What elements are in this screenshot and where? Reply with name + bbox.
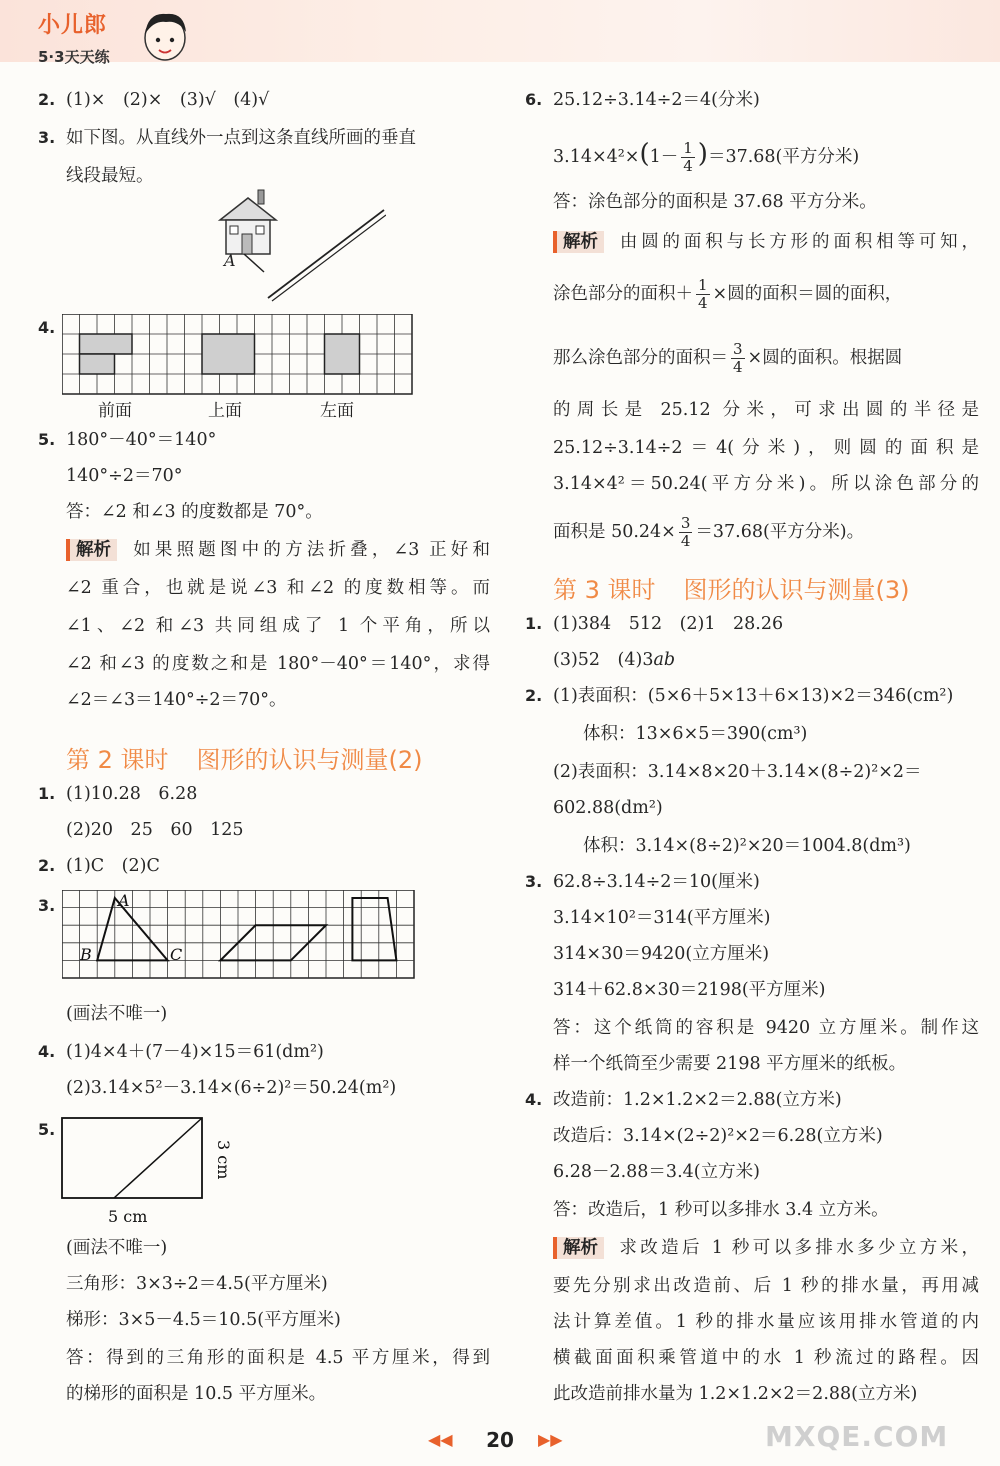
- s2q5-line2: 梯形：3×5－4.5＝10.5(平方厘米): [66, 1310, 341, 1330]
- s3q1-line2: (3)52 (4)3ab: [553, 650, 676, 670]
- label-b: B: [80, 945, 92, 964]
- question-6: 6. 25.12÷3.14÷2＝4(分米): [525, 90, 760, 110]
- q5-answer: 答：∠2 和∠3 的度数都是 70°。: [66, 502, 323, 522]
- rectangle-diagram: [58, 1114, 258, 1228]
- s2-question-3: 3.: [38, 896, 56, 915]
- s3q4-analysis-1: 解析 求改造后 1 秒可以多排水多少立方米，: [553, 1236, 979, 1260]
- q5-analysis-5: ∠2＝∠3＝140°÷2＝70°。: [66, 690, 287, 710]
- s3q4-answer: 答：改造后，1 秒可以多排水 3.4 立方米。: [553, 1200, 889, 1220]
- s2q5-note: (画法不唯一): [66, 1238, 168, 1258]
- s2-question-2: 2. (1)C (2)C: [38, 856, 160, 876]
- brand-name: 小儿郎: [38, 13, 108, 38]
- q5-analysis-4: ∠2 和∠3 的度数之和是 180°－40°＝140°，求得: [66, 654, 490, 674]
- s3q4-analysis-2: 要先分别求出改造前、后 1 秒的排水量，再用减: [553, 1276, 979, 1296]
- s2-question-1: 1. (1)10.28 6.28: [38, 784, 198, 804]
- left-view-shape: [325, 334, 360, 374]
- question-2: 2. (1)× (2)× (3)√ (4)√: [38, 90, 270, 110]
- s3q4-analysis-3: 法计算差值。1 秒的排水量应该用排水管道的内: [553, 1312, 979, 1332]
- s3q2-area-2: (2)表面积：3.14×8×20＋3.14×(8÷2)²×2＝: [553, 762, 922, 782]
- s3q4-line2: 改造后：3.14×(2÷2)²×2＝6.28(立方米): [553, 1126, 883, 1146]
- question-3-line2: 线段最短。: [66, 166, 154, 186]
- top-view-shape: [202, 334, 255, 374]
- q6-analysis-1: 解析 由圆的面积与长方形的面积相等可知，: [553, 230, 979, 254]
- house-icon: [220, 190, 276, 254]
- s3q3-line4: 314＋62.8×30＝2198(平方厘米): [553, 980, 826, 1000]
- q6-answer: 答：涂色部分的面积是 37.68 平方分米。: [553, 192, 877, 212]
- s3q4-analysis-5: 此改造前排水量为 1.2×1.2×2＝2.88(立方米): [553, 1384, 918, 1404]
- question-3: 3. 如下图。从直线外一点到这条直线所画的垂直: [38, 128, 416, 148]
- s3q3-answer-1: 答：这个纸筒的容积是 9420 立方厘米。制作这: [553, 1018, 979, 1038]
- prev-page-icon[interactable]: ◀◀: [428, 1430, 453, 1449]
- question-4: 4.: [38, 318, 56, 337]
- q6-analysis-7: 面积是 50.24× $\frac{3}{4}$ ＝37.68(平方分米)。: [553, 514, 865, 550]
- q6-analysis-6: 3.14×4²＝50.24(平方分米)。所以涂色部分的: [553, 474, 979, 494]
- section-3-title: 第 3 课时 图形的认识与测量(3): [553, 576, 910, 604]
- s3q3-line2: 3.14×10²＝314(平方厘米): [553, 908, 771, 928]
- section-2-title: 第 2 课时 图形的认识与测量(2): [66, 746, 423, 774]
- height-label: 3 cm: [214, 1140, 233, 1180]
- q6-analysis-4: 的周长是 25.12 分米，可求出圆的半径是: [553, 400, 979, 420]
- view-label-front: 前面: [98, 401, 132, 421]
- q6-analysis-2: 涂色部分的面积＋ $\frac{1}{4}$ ×圆的面积＝圆的面积，: [553, 276, 903, 312]
- s3q2-volume-1: 体积：13×6×5＝390(cm³): [583, 724, 808, 744]
- analysis-tag: 解析: [66, 539, 117, 561]
- s2q3-note: (画法不唯一): [66, 1004, 168, 1024]
- q6-formula: 3.14×4²×(1－ $\frac{1}{4}$ )＝37.68(平方分米): [553, 139, 860, 175]
- s2-question-4: 4. (1)4×4＋(7－4)×15＝61(dm²): [38, 1042, 324, 1062]
- q5-analysis-1: 解析 如果照题图中的方法折叠，∠3 正好和: [66, 538, 490, 562]
- s3-question-3: 3. 62.8÷3.14÷2＝10(厘米): [525, 872, 760, 892]
- analysis-tag: 解析: [553, 231, 604, 253]
- s2q5-line1: 三角形：3×3÷2＝4.5(平方厘米): [66, 1274, 328, 1294]
- three-views-grid: [62, 314, 414, 424]
- s3q4-analysis-4: 横截面面积乘管道中的水 1 秒流过的路程。因: [553, 1348, 979, 1368]
- s2q4-line2: (2)3.14×5²－3.14×(6÷2)²＝50.24(m²): [66, 1078, 397, 1098]
- front-view-shape: [80, 334, 133, 374]
- analysis-tag: 解析: [553, 1237, 604, 1259]
- brand-subtitle: 5·3天天练: [38, 48, 110, 66]
- page-number: 20: [486, 1428, 514, 1452]
- s2q1-line2: (2)20 25 60 125: [66, 820, 244, 840]
- view-label-left: 左面: [320, 401, 354, 421]
- mascot-icon: [134, 6, 196, 64]
- shapes-grid: [62, 890, 416, 982]
- house-perpendicular-diagram: [206, 180, 386, 302]
- label-a: A: [118, 891, 130, 910]
- s3q3-line3: 314×30＝9420(立方厘米): [553, 944, 770, 964]
- width-label: 5 cm: [108, 1207, 148, 1226]
- q5-analysis-3: ∠1、∠2 和∠3 共同组成了 1 个平角，所以: [66, 616, 490, 636]
- q6-analysis-3: 那么涂色部分的面积＝ $\frac{3}{4}$ ×圆的面积。根据圆: [553, 340, 903, 376]
- s3-question-4: 4. 改造前：1.2×1.2×2＝2.88(立方米): [525, 1090, 842, 1110]
- s2q5-answer-2: 的梯形的面积是 10.5 平方厘米。: [66, 1384, 327, 1404]
- q6-analysis-5: 25.12÷3.14÷2＝4(分米)，则圆的面积是: [553, 438, 979, 458]
- s3q3-answer-2: 样一个纸筒至少需要 2198 平方厘米的纸板。: [553, 1054, 907, 1074]
- label-c: C: [170, 945, 183, 964]
- s3q4-line3: 6.28－2.88＝3.4(立方米): [553, 1162, 760, 1182]
- q5-step2: 140°÷2＝70°: [66, 466, 183, 486]
- s3q2-area-2-result: 602.88(dm²): [553, 798, 663, 818]
- next-page-icon[interactable]: ▶▶: [538, 1430, 563, 1449]
- s2q5-answer-1: 答：得到的三角形的面积是 4.5 平方厘米，得到: [66, 1348, 490, 1368]
- point-a-label: A: [224, 251, 236, 270]
- q5-analysis-2: ∠2 重合，也就是说∠3 和∠2 的度数相等。而: [66, 578, 490, 598]
- view-label-top: 上面: [208, 401, 242, 421]
- s2-question-5: 5.: [38, 1120, 56, 1139]
- question-5: 5. 180°－40°＝140°: [38, 430, 217, 450]
- s3-question-2: 2. (1)表面积：(5×6＋5×13＋6×13)×2＝346(cm²): [525, 686, 954, 706]
- watermark: MXQE.COM: [765, 1420, 949, 1453]
- s3q2-volume-2: 体积：3.14×(8÷2)²×20＝1004.8(dm³): [583, 836, 911, 856]
- s3-question-1: 1. (1)384 512 (2)1 28.26: [525, 614, 784, 634]
